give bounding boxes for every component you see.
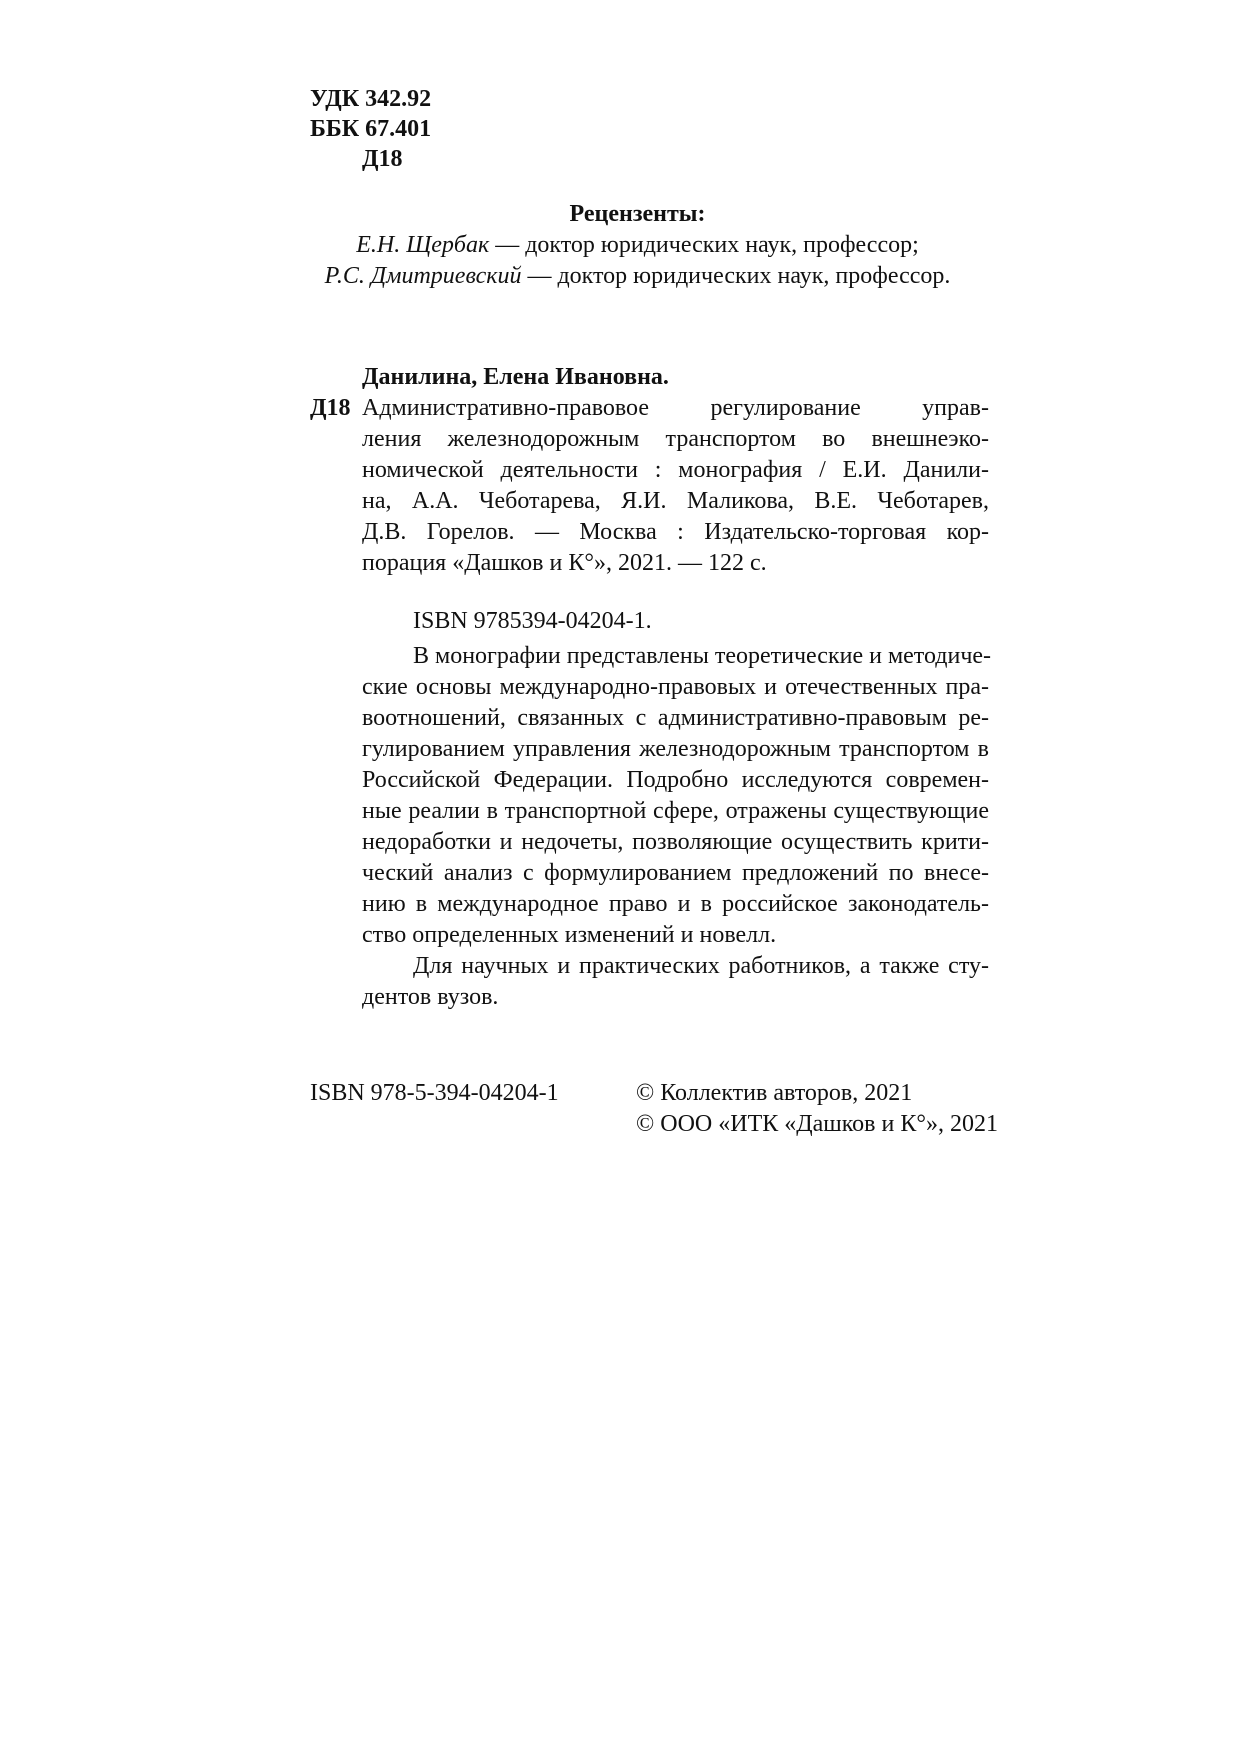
annotation-line: ческий анализ с формулированием предложений по внесе-	[362, 860, 989, 886]
biblio-line: Д.В. Горелов. — Москва : Издательско-торговая кор-	[362, 519, 989, 545]
catalog-code: Д18	[310, 395, 351, 421]
annotation-block	[362, 641, 992, 1013]
bibliographic-description	[362, 393, 989, 579]
copyright-line: © Коллектив авторов, 2021	[636, 1080, 913, 1106]
isbn-number: ISBN 978-5-394-04204-1	[310, 1080, 559, 1106]
annotation-line: гулированием управления железнодорожным транспортом в	[362, 736, 989, 762]
reviewer-line	[300, 261, 975, 292]
copyright-block	[636, 1078, 998, 1140]
biblio-line: Административно-правовое регулирование управ-	[362, 395, 989, 421]
reviewer-name: Р.С. Дмитриевский	[324, 263, 522, 289]
annotation-line: нию в международное право и в российское законодатель-	[362, 891, 989, 917]
biblio-line: порация «Дашков и К°», 2021. — 122 с.	[362, 550, 767, 576]
bbk-code: ББК 67.401	[310, 116, 432, 142]
copyright-line: © ООО «ИТК «Дашков и К°», 2021	[636, 1111, 998, 1137]
audience-line: дентов вузов.	[362, 984, 499, 1010]
author-heading: Данилина, Елена Ивановна.	[362, 364, 669, 390]
reviewer-desc: — доктор юридических наук, профессор.	[521, 263, 951, 289]
biblio-line: на, А.А. Чеботарева, Я.И. Маликова, В.Е. Чеботарев,	[362, 488, 989, 514]
annotation-line: ские основы международно-правовых и отечественных пра-	[362, 674, 989, 700]
classification-block	[310, 84, 431, 174]
reviewer-line	[300, 230, 975, 261]
annotation-line: ство определенных изменений и новелл.	[362, 922, 777, 948]
reviewer-name: Е.Н. Щербак	[356, 232, 490, 258]
annotation-line: ные реалии в транспортной сфере, отражены существующие	[362, 798, 989, 824]
annotation-line: недоработки и недочеты, позволяющие осуществить крити-	[362, 829, 989, 855]
reviewer-desc: — доктор юридических наук, профессор;	[489, 232, 919, 258]
udk-code: УДК 342.92	[310, 86, 432, 112]
annotation-line: воотношений, связанных с административно-правовым ре-	[362, 705, 989, 731]
annotation-line: В монографии представлены теоретические и методиче-	[413, 643, 992, 669]
isbn-inline: ISBN 9785394-04204-1.	[413, 608, 652, 634]
biblio-line: ления железнодорожным транспортом во внешнеэко-	[362, 426, 989, 452]
reviewers-heading: Рецензенты:	[569, 201, 706, 227]
audience-line: Для научных и практических работников, а также сту-	[413, 953, 989, 979]
annotation-line: Российской Федерации. Подробно исследуются современ-	[362, 767, 989, 793]
author-mark-code: Д18	[362, 146, 403, 172]
biblio-line: номической деятельности : монография / Е.И. Данили-	[362, 457, 989, 483]
reviewers-block	[300, 199, 975, 292]
